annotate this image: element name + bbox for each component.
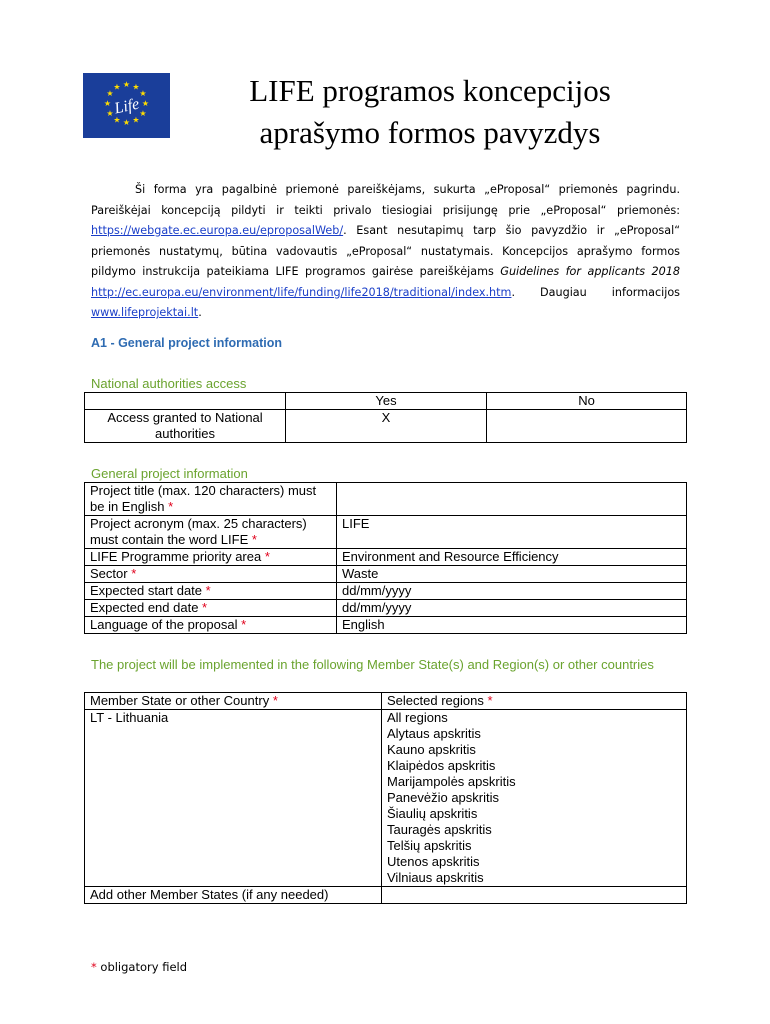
general-info-value-cell[interactable] [337, 483, 687, 516]
lifeprojektai-link[interactable]: www.lifeprojektai.lt [91, 306, 199, 319]
footnote: * obligatory field [91, 960, 188, 974]
region-item: Klaipėdos apskritis [387, 758, 496, 773]
general-info-table [84, 482, 687, 634]
guidelines-link[interactable]: http://ec.europa.eu/environment/life/funding/life2018/traditional/index.htm [91, 285, 512, 299]
selected-regions-header: Selected regions * [382, 693, 687, 710]
general-info-row [85, 617, 687, 634]
general-info-label-cell: Project title (max. 120 characters) must be in English * [85, 483, 337, 516]
region-item: Utenos apskritis [387, 854, 480, 869]
region-item: Vilniaus apskritis [387, 870, 484, 885]
region-item: Panevėžio apskritis [387, 790, 499, 805]
yes-header: Yes [286, 393, 487, 410]
general-info-value-cell[interactable]: dd/mm/yyyy [337, 600, 687, 617]
access-no-cell[interactable] [487, 410, 687, 443]
svg-text:★: ★ [132, 82, 140, 92]
general-info-row [85, 516, 687, 549]
svg-text:★: ★ [106, 109, 114, 118]
general-info-value-cell[interactable]: Waste [337, 566, 687, 583]
logo-text: Life [112, 95, 141, 118]
region-item: Tauragės apskritis [387, 822, 492, 837]
general-info-label-cell: Project acronym (max. 25 characters) must contain the word LIFE * [85, 516, 337, 549]
country-cell[interactable]: LT - Lithuania [85, 710, 382, 887]
svg-text:★: ★ [139, 109, 147, 118]
region-item: Marijampolės apskritis [387, 774, 516, 789]
eproposal-link[interactable]: https://webgate.ec.europa.eu/eproposalWeb/ [91, 224, 344, 237]
general-info-row [85, 600, 687, 617]
access-granted-label: Access granted to National authorities [85, 410, 286, 443]
guidelines-title: Guidelines for applicants 2018 [500, 265, 680, 278]
region-item: All regions [387, 710, 448, 725]
national-authorities-table [84, 392, 687, 443]
intro-paragraph: Ši forma yra pagalbinė priemonė pareiškėjams, sukurta „eProposal“ priemonės pagrindu. Pareiškėjai koncepciją pildyti ir teikti privalo tiesiogiai prisijungę prie „eProposal“ priemonės: https://webgate.ec.europa.eu/eproposalWeb/. Esant nesutapimų tarp šio pavyzdžio ir „eProposal“ priemonės nustatymų, būtina vadovautis „eProposal“ nustatymais. Koncepcijos aprašymo formos pildymo instrukcija pateikiama LIFE programos gairėse pareiškėjams Guidelines for applicants 2018 http://ec.europa.eu/environment/life/funding/life2018/traditional/index.htm. Daugiau informacijos www.lifeprojektai.lt. [91, 183, 680, 319]
svg-text:★: ★ [122, 118, 131, 127]
region-item: Telšių apskritis [387, 838, 472, 853]
general-info-label-cell: Expected end date * [85, 600, 337, 617]
life-logo [83, 73, 170, 138]
member-states-table [84, 692, 687, 904]
section-a1-heading: A1 - General project information [91, 336, 283, 350]
general-info-row [85, 566, 687, 583]
general-info-label-cell: Language of the proposal * [85, 617, 337, 634]
no-header: No [487, 393, 687, 410]
general-info-label-cell: Sector * [85, 566, 337, 583]
region-item: Kauno apskritis [387, 742, 476, 757]
general-info-label-cell: LIFE Programme priority area * [85, 549, 337, 566]
add-member-state-cell[interactable]: Add other Member States (if any needed) [85, 887, 382, 904]
general-info-value-cell[interactable]: Environment and Resource Efficiency [337, 549, 687, 566]
general-info-value-cell[interactable]: dd/mm/yyyy [337, 583, 687, 600]
svg-text:★: ★ [103, 99, 112, 108]
general-info-row [85, 583, 687, 600]
region-item: Alytaus apskritis [387, 726, 481, 741]
svg-text:★: ★ [122, 80, 131, 89]
member-states-label: The project will be implemented in the following Member State(s) and Region(s) or other countries [91, 657, 654, 672]
region-item: Šiaulių apskritis [387, 806, 478, 821]
svg-text:★: ★ [106, 89, 114, 98]
svg-text:★: ★ [141, 99, 150, 108]
member-state-header: Member State or other Country * [85, 693, 382, 710]
regions-cell[interactable] [382, 710, 687, 887]
general-info-row [85, 549, 687, 566]
general-info-value-cell[interactable]: LIFE [337, 516, 687, 549]
general-info-label-cell: Expected start date * [85, 583, 337, 600]
svg-text:★: ★ [113, 115, 121, 125]
eu-stars-icon [83, 73, 170, 138]
general-info-label: General project information [91, 466, 248, 481]
general-info-row [85, 483, 687, 516]
svg-text:★: ★ [139, 89, 147, 98]
svg-text:★: ★ [113, 82, 121, 92]
svg-text:★: ★ [132, 115, 140, 125]
general-info-value-cell[interactable]: English [337, 617, 687, 634]
page-title: LIFE programos koncepcijos aprašymo formos pavyzdys [249, 73, 611, 150]
national-authorities-label: National authorities access [91, 376, 247, 391]
access-yes-cell[interactable]: X [286, 410, 487, 443]
